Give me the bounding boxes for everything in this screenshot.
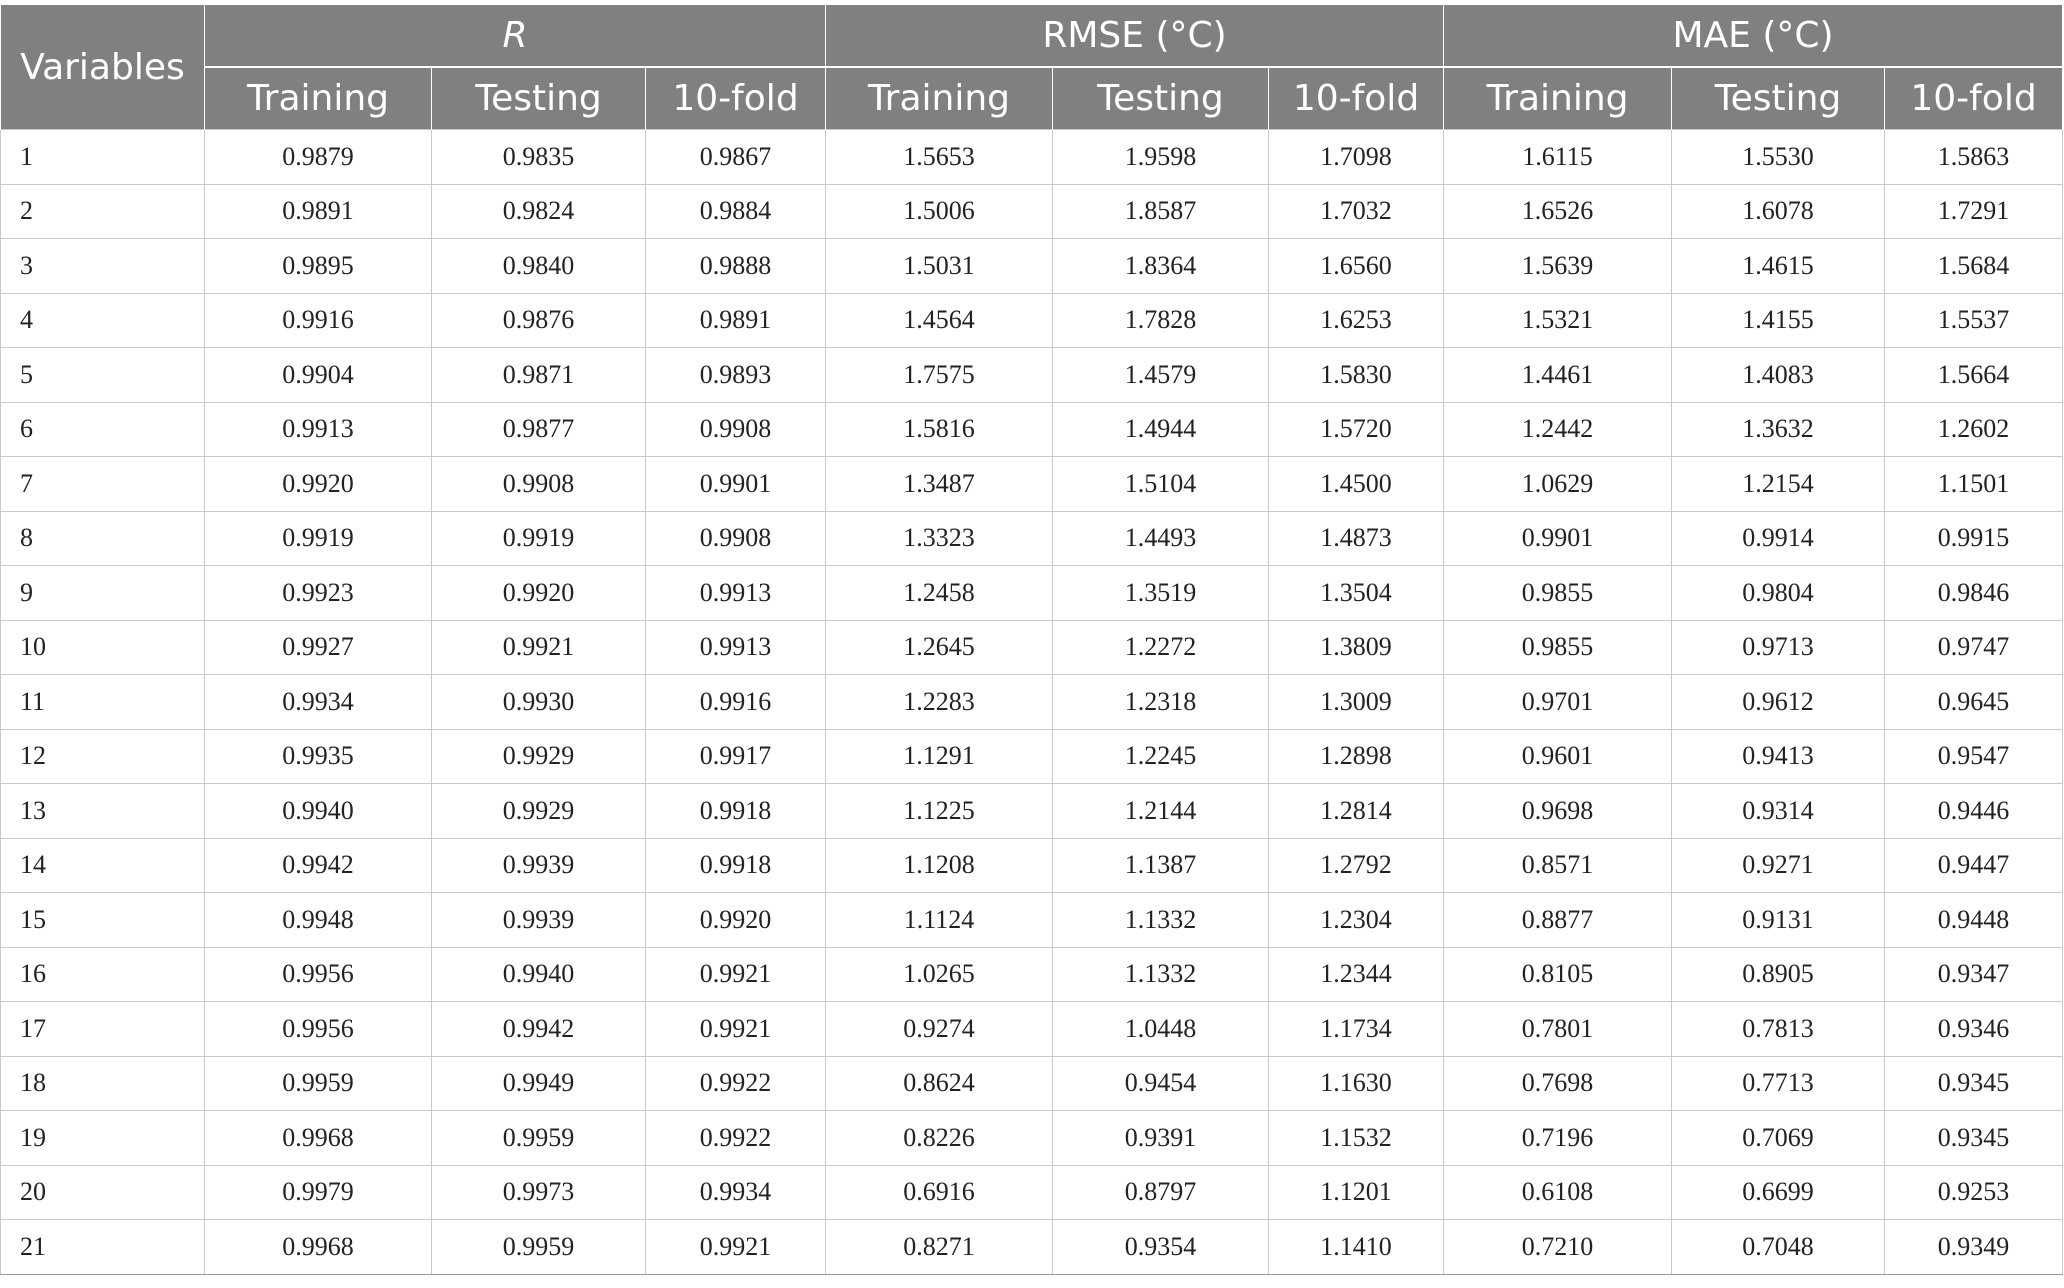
table-row [1, 130, 2063, 185]
cell-variable-count: 7 [1, 457, 205, 512]
cell-r-testing: 0.9940 [432, 947, 646, 1002]
cell-r-testing: 0.9921 [432, 620, 646, 675]
subheader-r-testing: Testing [432, 67, 646, 130]
cell-rmse-10fold: 1.7032 [1269, 184, 1444, 239]
subheader-rmse-testing: Testing [1053, 67, 1269, 130]
cell-mae-testing: 0.9804 [1672, 566, 1885, 621]
cell-rmse-training: 1.1208 [826, 838, 1053, 893]
table-row [1, 239, 2063, 294]
cell-mae-testing: 0.9612 [1672, 675, 1885, 730]
cell-rmse-10fold: 1.5720 [1269, 402, 1444, 457]
cell-r-10fold: 0.9922 [646, 1111, 826, 1166]
cell-mae-testing: 0.6699 [1672, 1165, 1885, 1220]
cell-rmse-10fold: 1.6253 [1269, 293, 1444, 348]
cell-r-testing: 0.9871 [432, 348, 646, 403]
header-sub-row [1, 67, 2063, 130]
cell-r-10fold: 0.9908 [646, 402, 826, 457]
cell-mae-training: 0.6108 [1444, 1165, 1672, 1220]
cell-mae-training: 0.7196 [1444, 1111, 1672, 1166]
cell-mae-testing: 0.7069 [1672, 1111, 1885, 1166]
cell-variable-count: 8 [1, 511, 205, 566]
cell-rmse-training: 1.5031 [826, 239, 1053, 294]
cell-rmse-testing: 1.1387 [1053, 838, 1269, 893]
cell-rmse-training: 1.5006 [826, 184, 1053, 239]
cell-mae-training: 0.9601 [1444, 729, 1672, 784]
table-header [1, 5, 2063, 130]
cell-variable-count: 20 [1, 1165, 205, 1220]
cell-rmse-testing: 0.8797 [1053, 1165, 1269, 1220]
table-row [1, 566, 2063, 621]
cell-rmse-10fold: 1.7098 [1269, 130, 1444, 185]
cell-rmse-10fold: 1.2792 [1269, 838, 1444, 893]
cell-rmse-10fold: 1.3009 [1269, 675, 1444, 730]
cell-mae-testing: 0.8905 [1672, 947, 1885, 1002]
cell-mae-10fold: 0.9447 [1885, 838, 2063, 893]
cell-rmse-training: 1.0265 [826, 947, 1053, 1002]
cell-rmse-testing: 1.1332 [1053, 947, 1269, 1002]
cell-rmse-testing: 1.5104 [1053, 457, 1269, 512]
subheader-mae-training: Training [1444, 67, 1672, 130]
cell-r-10fold: 0.9891 [646, 293, 826, 348]
cell-mae-training: 1.5321 [1444, 293, 1672, 348]
table-row [1, 1002, 2063, 1057]
cell-mae-training: 0.9698 [1444, 784, 1672, 839]
cell-mae-training: 0.9901 [1444, 511, 1672, 566]
rmse-group-header: RMSE (°C) [826, 5, 1444, 67]
cell-r-training: 0.9956 [205, 947, 432, 1002]
cell-variable-count: 15 [1, 893, 205, 948]
cell-mae-10fold: 0.9645 [1885, 675, 2063, 730]
cell-mae-10fold: 0.9345 [1885, 1111, 2063, 1166]
cell-r-training: 0.9923 [205, 566, 432, 621]
cell-variable-count: 17 [1, 1002, 205, 1057]
cell-r-testing: 0.9877 [432, 402, 646, 457]
cell-rmse-training: 1.3487 [826, 457, 1053, 512]
cell-rmse-testing: 1.8587 [1053, 184, 1269, 239]
cell-r-testing: 0.9920 [432, 566, 646, 621]
cell-variable-count: 12 [1, 729, 205, 784]
table-row [1, 620, 2063, 675]
table-row [1, 729, 2063, 784]
cell-r-training: 0.9927 [205, 620, 432, 675]
cell-rmse-testing: 1.1332 [1053, 893, 1269, 948]
cell-mae-training: 0.9855 [1444, 566, 1672, 621]
cell-rmse-testing: 0.9454 [1053, 1056, 1269, 1111]
cell-mae-10fold: 0.9347 [1885, 947, 2063, 1002]
cell-rmse-testing: 1.7828 [1053, 293, 1269, 348]
cell-mae-10fold: 0.9547 [1885, 729, 2063, 784]
cell-r-testing: 0.9824 [432, 184, 646, 239]
cell-mae-10fold: 1.1501 [1885, 457, 2063, 512]
cell-variable-count: 6 [1, 402, 205, 457]
table-row [1, 348, 2063, 403]
cell-variable-count: 16 [1, 947, 205, 1002]
cell-mae-10fold: 1.7291 [1885, 184, 2063, 239]
cell-rmse-testing: 0.9391 [1053, 1111, 1269, 1166]
results-table-container [0, 5, 2064, 1275]
r-group-header: R [205, 5, 826, 67]
cell-r-10fold: 0.9918 [646, 784, 826, 839]
cell-r-training: 0.9879 [205, 130, 432, 185]
cell-mae-training: 0.7801 [1444, 1002, 1672, 1057]
table-body [1, 130, 2063, 1275]
cell-r-training: 0.9916 [205, 293, 432, 348]
table-row [1, 293, 2063, 348]
cell-r-training: 0.9940 [205, 784, 432, 839]
cell-mae-testing: 1.3632 [1672, 402, 1885, 457]
cell-mae-training: 0.7698 [1444, 1056, 1672, 1111]
subheader-mae-testing: Testing [1672, 67, 1885, 130]
cell-rmse-training: 1.7575 [826, 348, 1053, 403]
cell-mae-testing: 1.5530 [1672, 130, 1885, 185]
cell-rmse-training: 1.3323 [826, 511, 1053, 566]
cell-mae-testing: 0.9314 [1672, 784, 1885, 839]
cell-variable-count: 10 [1, 620, 205, 675]
cell-rmse-training: 0.8226 [826, 1111, 1053, 1166]
cell-mae-testing: 0.9413 [1672, 729, 1885, 784]
cell-mae-training: 0.8571 [1444, 838, 1672, 893]
cell-mae-training: 1.2442 [1444, 402, 1672, 457]
cell-rmse-training: 1.2645 [826, 620, 1053, 675]
cell-r-10fold: 0.9921 [646, 1220, 826, 1275]
cell-mae-testing: 0.7813 [1672, 1002, 1885, 1057]
cell-rmse-testing: 1.2272 [1053, 620, 1269, 675]
cell-mae-testing: 0.9271 [1672, 838, 1885, 893]
table-row [1, 457, 2063, 512]
cell-r-10fold: 0.9867 [646, 130, 826, 185]
cell-r-testing: 0.9959 [432, 1220, 646, 1275]
cell-mae-testing: 0.9713 [1672, 620, 1885, 675]
cell-mae-testing: 1.4615 [1672, 239, 1885, 294]
cell-mae-10fold: 0.9846 [1885, 566, 2063, 621]
cell-variable-count: 3 [1, 239, 205, 294]
cell-r-training: 0.9968 [205, 1111, 432, 1166]
cell-r-testing: 0.9929 [432, 729, 646, 784]
cell-r-10fold: 0.9908 [646, 511, 826, 566]
cell-rmse-testing: 1.3519 [1053, 566, 1269, 621]
cell-r-testing: 0.9876 [432, 293, 646, 348]
cell-r-10fold: 0.9920 [646, 893, 826, 948]
cell-rmse-10fold: 1.2814 [1269, 784, 1444, 839]
cell-rmse-10fold: 1.5830 [1269, 348, 1444, 403]
cell-variable-count: 11 [1, 675, 205, 730]
cell-variable-count: 13 [1, 784, 205, 839]
table-row [1, 784, 2063, 839]
cell-rmse-training: 1.5816 [826, 402, 1053, 457]
cell-rmse-training: 1.1225 [826, 784, 1053, 839]
cell-mae-10fold: 1.5684 [1885, 239, 2063, 294]
cell-rmse-10fold: 1.3809 [1269, 620, 1444, 675]
cell-r-training: 0.9942 [205, 838, 432, 893]
cell-rmse-10fold: 1.4500 [1269, 457, 1444, 512]
cell-r-10fold: 0.9913 [646, 620, 826, 675]
cell-rmse-testing: 1.9598 [1053, 130, 1269, 185]
cell-r-10fold: 0.9913 [646, 566, 826, 621]
cell-mae-10fold: 1.5537 [1885, 293, 2063, 348]
table-row [1, 893, 2063, 948]
cell-mae-training: 0.8877 [1444, 893, 1672, 948]
cell-r-training: 0.9919 [205, 511, 432, 566]
cell-r-10fold: 0.9921 [646, 947, 826, 1002]
cell-rmse-10fold: 1.6560 [1269, 239, 1444, 294]
cell-mae-10fold: 0.9349 [1885, 1220, 2063, 1275]
cell-mae-training: 1.0629 [1444, 457, 1672, 512]
cell-rmse-10fold: 1.2898 [1269, 729, 1444, 784]
cell-mae-10fold: 0.9747 [1885, 620, 2063, 675]
results-table [0, 5, 2063, 1275]
cell-rmse-testing: 1.8364 [1053, 239, 1269, 294]
cell-rmse-training: 0.8271 [826, 1220, 1053, 1275]
cell-r-training: 0.9968 [205, 1220, 432, 1275]
cell-r-training: 0.9920 [205, 457, 432, 512]
header-group-row [1, 5, 2063, 67]
cell-rmse-testing: 1.4944 [1053, 402, 1269, 457]
cell-mae-training: 0.9701 [1444, 675, 1672, 730]
cell-r-10fold: 0.9884 [646, 184, 826, 239]
cell-r-training: 0.9979 [205, 1165, 432, 1220]
cell-rmse-testing: 0.9354 [1053, 1220, 1269, 1275]
cell-rmse-testing: 1.4493 [1053, 511, 1269, 566]
cell-r-10fold: 0.9918 [646, 838, 826, 893]
cell-mae-training: 1.6526 [1444, 184, 1672, 239]
cell-mae-training: 1.6115 [1444, 130, 1672, 185]
cell-r-10fold: 0.9901 [646, 457, 826, 512]
cell-rmse-10fold: 1.2344 [1269, 947, 1444, 1002]
cell-r-training: 0.9956 [205, 1002, 432, 1057]
subheader-rmse-10fold: 10-fold [1269, 67, 1444, 130]
cell-rmse-10fold: 1.3504 [1269, 566, 1444, 621]
cell-r-training: 0.9904 [205, 348, 432, 403]
table-row [1, 402, 2063, 457]
cell-r-testing: 0.9939 [432, 838, 646, 893]
cell-rmse-10fold: 1.1201 [1269, 1165, 1444, 1220]
variables-header: Variables [1, 5, 205, 130]
cell-mae-testing: 0.9914 [1672, 511, 1885, 566]
table-row [1, 184, 2063, 239]
cell-mae-training: 1.4461 [1444, 348, 1672, 403]
cell-r-10fold: 0.9893 [646, 348, 826, 403]
cell-r-training: 0.9935 [205, 729, 432, 784]
cell-r-10fold: 0.9916 [646, 675, 826, 730]
cell-variable-count: 9 [1, 566, 205, 621]
subheader-rmse-training: Training [826, 67, 1053, 130]
cell-rmse-training: 1.2458 [826, 566, 1053, 621]
cell-variable-count: 1 [1, 130, 205, 185]
cell-r-testing: 0.9929 [432, 784, 646, 839]
cell-rmse-testing: 1.2318 [1053, 675, 1269, 730]
cell-rmse-10fold: 1.1734 [1269, 1002, 1444, 1057]
cell-rmse-10fold: 1.4873 [1269, 511, 1444, 566]
subheader-mae-10fold: 10-fold [1885, 67, 2063, 130]
cell-mae-10fold: 0.9346 [1885, 1002, 2063, 1057]
table-row [1, 1111, 2063, 1166]
cell-rmse-testing: 1.0448 [1053, 1002, 1269, 1057]
cell-r-testing: 0.9919 [432, 511, 646, 566]
cell-mae-10fold: 0.9915 [1885, 511, 2063, 566]
cell-r-testing: 0.9973 [432, 1165, 646, 1220]
cell-r-training: 0.9934 [205, 675, 432, 730]
cell-r-testing: 0.9835 [432, 130, 646, 185]
cell-mae-testing: 1.4083 [1672, 348, 1885, 403]
cell-mae-training: 0.8105 [1444, 947, 1672, 1002]
cell-rmse-training: 1.2283 [826, 675, 1053, 730]
cell-variable-count: 2 [1, 184, 205, 239]
table-row [1, 947, 2063, 1002]
cell-rmse-training: 0.6916 [826, 1165, 1053, 1220]
cell-variable-count: 19 [1, 1111, 205, 1166]
cell-r-10fold: 0.9917 [646, 729, 826, 784]
cell-mae-10fold: 1.5863 [1885, 130, 2063, 185]
cell-rmse-10fold: 1.1532 [1269, 1111, 1444, 1166]
table-row [1, 511, 2063, 566]
cell-mae-10fold: 1.2602 [1885, 402, 2063, 457]
cell-r-training: 0.9959 [205, 1056, 432, 1111]
cell-r-training: 0.9895 [205, 239, 432, 294]
cell-mae-training: 0.7210 [1444, 1220, 1672, 1275]
cell-mae-testing: 0.7713 [1672, 1056, 1885, 1111]
subheader-r-10fold: 10-fold [646, 67, 826, 130]
table-row [1, 1056, 2063, 1111]
table-row [1, 1165, 2063, 1220]
cell-variable-count: 5 [1, 348, 205, 403]
cell-r-testing: 0.9930 [432, 675, 646, 730]
cell-variable-count: 18 [1, 1056, 205, 1111]
table-row [1, 675, 2063, 730]
cell-variable-count: 21 [1, 1220, 205, 1275]
cell-r-training: 0.9891 [205, 184, 432, 239]
cell-rmse-10fold: 1.1410 [1269, 1220, 1444, 1275]
cell-rmse-training: 1.1124 [826, 893, 1053, 948]
cell-r-10fold: 0.9922 [646, 1056, 826, 1111]
cell-mae-10fold: 1.5664 [1885, 348, 2063, 403]
cell-r-10fold: 0.9934 [646, 1165, 826, 1220]
cell-r-testing: 0.9939 [432, 893, 646, 948]
cell-rmse-training: 0.9274 [826, 1002, 1053, 1057]
cell-rmse-training: 1.1291 [826, 729, 1053, 784]
cell-mae-testing: 1.6078 [1672, 184, 1885, 239]
cell-rmse-10fold: 1.1630 [1269, 1056, 1444, 1111]
cell-r-testing: 0.9942 [432, 1002, 646, 1057]
cell-r-testing: 0.9840 [432, 239, 646, 294]
cell-mae-testing: 0.9131 [1672, 893, 1885, 948]
cell-mae-10fold: 0.9253 [1885, 1165, 2063, 1220]
subheader-r-training: Training [205, 67, 432, 130]
cell-mae-training: 0.9855 [1444, 620, 1672, 675]
cell-variable-count: 14 [1, 838, 205, 893]
cell-r-training: 0.9913 [205, 402, 432, 457]
cell-mae-testing: 1.4155 [1672, 293, 1885, 348]
cell-mae-testing: 1.2154 [1672, 457, 1885, 512]
cell-rmse-testing: 1.2144 [1053, 784, 1269, 839]
cell-r-testing: 0.9949 [432, 1056, 646, 1111]
cell-mae-10fold: 0.9446 [1885, 784, 2063, 839]
cell-r-10fold: 0.9888 [646, 239, 826, 294]
cell-r-testing: 0.9959 [432, 1111, 646, 1166]
cell-rmse-training: 1.4564 [826, 293, 1053, 348]
cell-mae-10fold: 0.9345 [1885, 1056, 2063, 1111]
cell-mae-10fold: 0.9448 [1885, 893, 2063, 948]
table-row [1, 1220, 2063, 1275]
cell-mae-testing: 0.7048 [1672, 1220, 1885, 1275]
cell-rmse-training: 0.8624 [826, 1056, 1053, 1111]
cell-r-testing: 0.9908 [432, 457, 646, 512]
cell-mae-training: 1.5639 [1444, 239, 1672, 294]
cell-rmse-testing: 1.4579 [1053, 348, 1269, 403]
cell-rmse-training: 1.5653 [826, 130, 1053, 185]
cell-rmse-10fold: 1.2304 [1269, 893, 1444, 948]
cell-rmse-testing: 1.2245 [1053, 729, 1269, 784]
mae-group-header: MAE (°C) [1444, 5, 2063, 67]
table-row [1, 838, 2063, 893]
cell-variable-count: 4 [1, 293, 205, 348]
cell-r-training: 0.9948 [205, 893, 432, 948]
cell-r-10fold: 0.9921 [646, 1002, 826, 1057]
